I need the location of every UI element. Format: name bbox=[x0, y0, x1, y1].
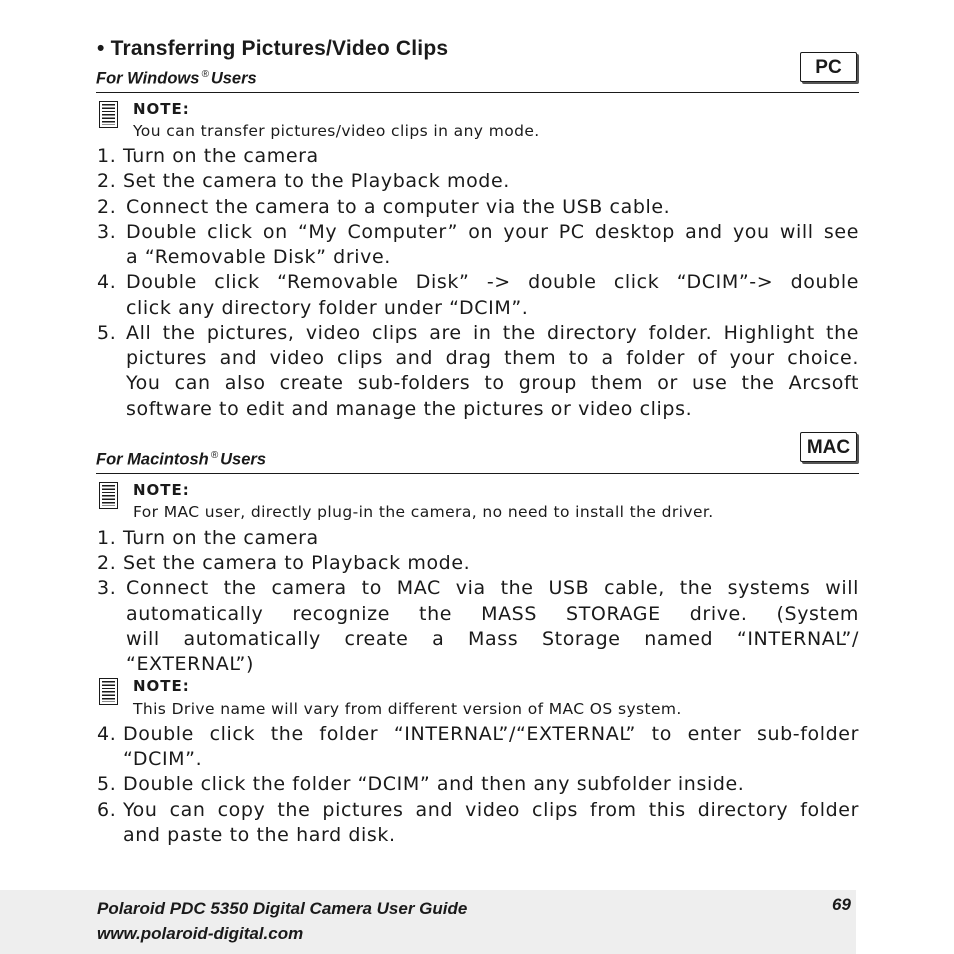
step-text: a “Removable Disk” drive. bbox=[126, 246, 391, 268]
mac-subhead-label: For Macintosh bbox=[96, 450, 209, 469]
list-item bbox=[97, 145, 319, 167]
step-text: Turn on the camera bbox=[122, 527, 319, 549]
mac-badge: MAC bbox=[800, 432, 857, 462]
step-number: 4. bbox=[97, 271, 117, 293]
step-text: All the pictures, video clips are in the directory folder. Highlight the bbox=[126, 322, 859, 344]
step-text: and paste to the hard disk. bbox=[123, 824, 396, 846]
footer-url: www.polaroid-digital.com bbox=[97, 924, 304, 943]
step-number: 1. bbox=[97, 145, 117, 167]
step-number: 5. bbox=[97, 773, 117, 795]
step-number: 3. bbox=[97, 221, 117, 243]
step-number: 4. bbox=[97, 723, 117, 745]
step-text: You can copy the pictures and video clips from this directory folder bbox=[123, 799, 859, 821]
note-icon bbox=[99, 482, 118, 509]
step-text: will automatically create a Mass Storage named “INTERNAL”/ bbox=[126, 628, 859, 650]
step-text: software to edit and manage the pictures or video clips. bbox=[126, 398, 693, 420]
registered-mark: ® bbox=[201, 69, 209, 80]
step-text: Double click the folder “INTERNAL”/“EXTERNAL” to enter sub-folder bbox=[123, 723, 859, 745]
windows-note-text: You can transfer pictures/video clips in any mode. bbox=[133, 122, 540, 140]
note-icon bbox=[99, 101, 118, 128]
step-number: 6. bbox=[97, 799, 117, 821]
registered-mark: ® bbox=[210, 450, 219, 461]
step-text: Connect the camera to MAC via the USB cable, the systems will bbox=[126, 577, 859, 599]
step-text: “EXTERNAL”) bbox=[126, 653, 255, 675]
windows-divider bbox=[96, 92, 859, 93]
step-number: 2. bbox=[97, 552, 117, 574]
step-number: 5. bbox=[97, 322, 117, 344]
mac-subhead-suffix: Users bbox=[220, 450, 267, 469]
step-text: Connect the camera to a computer via the USB cable. bbox=[126, 196, 671, 218]
step-number: 3. bbox=[97, 577, 117, 599]
note-icon bbox=[99, 678, 118, 705]
pc-badge: PC bbox=[800, 52, 857, 82]
step-text: Turn on the camera bbox=[122, 145, 319, 167]
footer-guide-title: Polaroid PDC 5350 Digital Camera User Guide bbox=[97, 899, 468, 918]
mac-note-text: For MAC user, directly plug-in the camera, no need to install the driver. bbox=[133, 503, 714, 521]
step-text: automatically recognize the MASS STORAGE drive. (System bbox=[126, 603, 859, 625]
step-number: 2. bbox=[97, 170, 117, 192]
windows-subhead-label: For Windows bbox=[96, 69, 200, 88]
step-text: click any directory folder under “DCIM”. bbox=[126, 297, 529, 319]
windows-subhead-suffix: Users bbox=[210, 69, 257, 88]
step-text: Set the camera to the Playback mode. bbox=[122, 170, 510, 192]
windows-note-title: NOTE: bbox=[133, 100, 190, 118]
list-item bbox=[97, 170, 510, 192]
list-item bbox=[97, 552, 470, 574]
step-number: 1. bbox=[97, 527, 117, 549]
mac-note2-title: NOTE: bbox=[133, 677, 190, 695]
mac-note-title: NOTE: bbox=[133, 481, 190, 499]
mac-divider bbox=[96, 473, 859, 474]
windows-subhead bbox=[96, 69, 257, 89]
step-text: Double click “Removable Disk” -> double click “DCIM”-> double bbox=[126, 271, 859, 293]
step-text: Double click the folder “DCIM” and then any subfolder inside. bbox=[123, 773, 745, 795]
mac-subhead bbox=[96, 450, 266, 470]
step-number: 2. bbox=[97, 196, 117, 218]
step-text: You can also create sub-folders to group them or use the Arcsoft bbox=[126, 372, 859, 394]
section-title: • Transferring Pictures/Video Clips bbox=[97, 37, 449, 60]
step-text: Double click on “My Computer” on your PC desktop and you will see bbox=[126, 221, 859, 243]
footer-margin bbox=[856, 890, 954, 954]
step-text: “DCIM”. bbox=[123, 748, 203, 770]
list-item bbox=[97, 527, 319, 549]
step-text: pictures and video clips and drag them to a folder of your choice. bbox=[126, 347, 859, 369]
page-number: 69 bbox=[832, 895, 851, 914]
mac-note2-text: This Drive name will vary from different version of MAC OS system. bbox=[133, 700, 682, 718]
step-text: Set the camera to Playback mode. bbox=[122, 552, 471, 574]
